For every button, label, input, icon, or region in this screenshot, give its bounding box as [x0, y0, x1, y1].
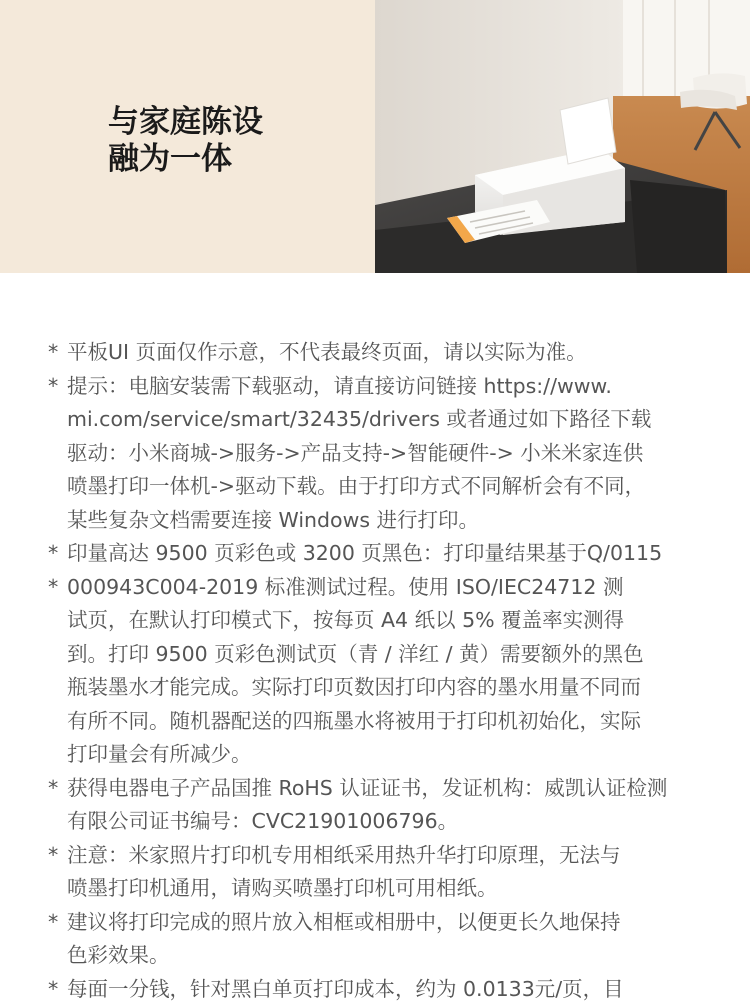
note-line: 有限公司证书编号：CVC21901006796。 [67, 805, 698, 839]
note-item [48, 839, 698, 906]
note-line: 色彩效果。 [67, 939, 698, 973]
note-bullet: * [48, 370, 58, 404]
note-bullet: * [48, 571, 58, 605]
notes-list [48, 336, 698, 1006]
note-line: 瓶装墨水才能完成。实际打印页数因打印内容的墨水用量不同而 [67, 671, 698, 705]
note-line: 提示：电脑安装需下载驱动，请直接访问链接 https://www. [67, 370, 698, 404]
note-item [48, 336, 698, 370]
note-line: 000943C004-2019 标准测试过程。使用 ISO/IEC24712 测 [67, 571, 698, 605]
note-line: 每面一分钱，针对黑白单页打印成本，约为 0.0133元/页，目 [67, 973, 698, 1006]
note-line: 试页，在默认打印模式下，按每页 A4 纸以 5% 覆盖率实测得 [67, 604, 698, 638]
note-line: 平板UI 页面仅作示意，不代表最终页面，请以实际为准。 [67, 336, 698, 370]
note-line: 喷墨打印机通用，请购买喷墨打印机可用相纸。 [67, 872, 698, 906]
note-line: 印量高达 9500 页彩色或 3200 页黑色：打印量结果基于Q/0115 [67, 537, 698, 571]
note-item [48, 772, 698, 839]
note-line: 驱动：小米商城->服务->产品支持->智能硬件-> 小米米家连供 [67, 437, 698, 471]
note-item [48, 906, 698, 973]
note-line: 喷墨打印一体机->驱动下载。由于打印方式不同解析会有不同， [67, 470, 698, 504]
note-line: 获得电器电子产品国推 RoHS 认证证书，发证机构：威凯认证检测 [67, 772, 698, 806]
note-bullet: * [48, 906, 58, 940]
note-line: 到。打印 9500 页彩色测试页（青 / 洋红 / 黄）需要额外的黑色 [67, 638, 698, 672]
printer-photo [375, 0, 750, 273]
note-line: 有所不同。随机器配送的四瓶墨水将被用于打印机初始化，实际 [67, 705, 698, 739]
headline-line-1: 与家庭陈设 [108, 104, 263, 141]
note-bullet: * [48, 537, 58, 571]
note-item [48, 537, 698, 571]
note-item [48, 973, 698, 1006]
note-bullet: * [48, 839, 58, 873]
note-bullet: * [48, 772, 58, 806]
note-line: 打印量会有所减少。 [67, 738, 698, 772]
headline-line-2: 融为一体 [108, 141, 263, 178]
hero-headline [108, 104, 263, 178]
note-bullet: * [48, 336, 58, 370]
note-item [48, 571, 698, 772]
hero-banner [0, 0, 750, 273]
note-item [48, 370, 698, 538]
note-line: 某些复杂文档需要连接 Windows 进行打印。 [67, 504, 698, 538]
notes-section [0, 273, 750, 977]
note-line: 注意：米家照片打印机专用相纸采用热升华打印原理，无法与 [67, 839, 698, 873]
note-line: mi.com/service/smart/32435/drivers 或者通过如下路径下载 [67, 403, 698, 437]
note-bullet: * [48, 973, 58, 1006]
note-line: 建议将打印完成的照片放入相框或相册中，以便更长久地保持 [67, 906, 698, 940]
